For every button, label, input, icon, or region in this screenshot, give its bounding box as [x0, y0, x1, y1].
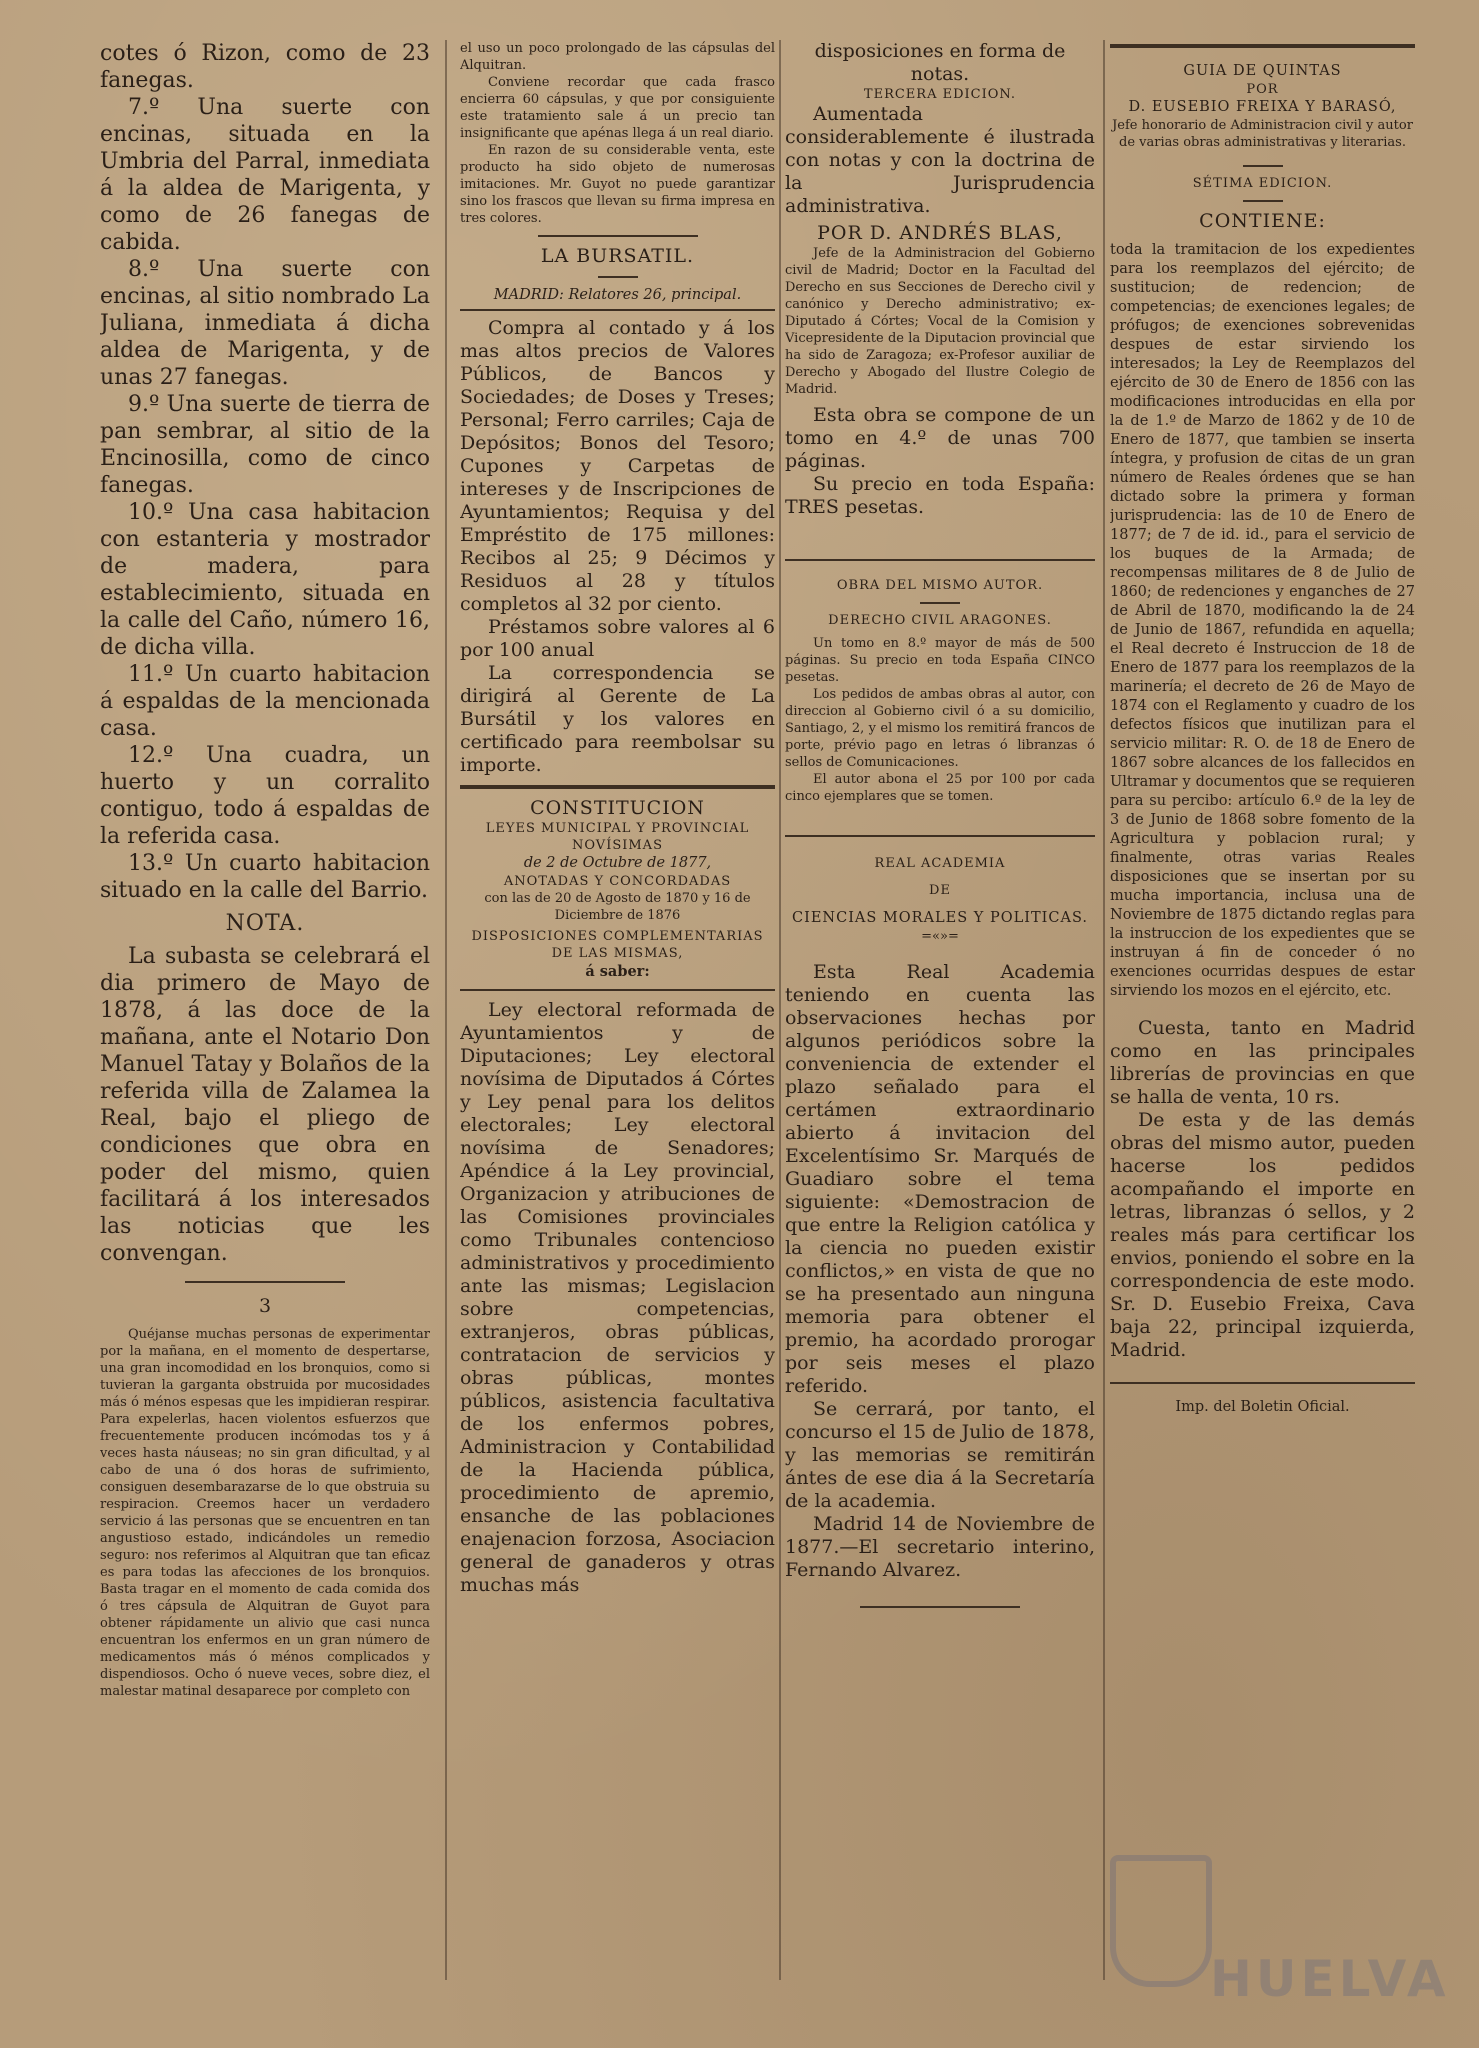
constitucion-subtitle: LEYES MUNICIPAL Y PROVINCIAL: [485, 821, 750, 836]
separator: [1243, 200, 1283, 202]
nota-text: La subasta se celebrará el dia primero de Mayo de 1878, á las doce de la mañana, ante el Notario Don Manuel Tatay y Bolaños de la referida villa de Zalamea la Real, bajo el pliego de condiciones que obra en poder del mismo, quien facilitará á los interesados las noticias que les convengan.: [100, 944, 430, 1266]
work-info: Esta obra se compone de un tomo en 4.º de unas 700 páginas.: [785, 404, 1095, 472]
bursatil-address: MADRID: Relatores 26, principal.: [493, 287, 742, 303]
academia-title: CIENCIAS MORALES Y POLITICAS.: [792, 910, 1088, 926]
separator: [920, 602, 960, 604]
guia-por: POR: [1246, 82, 1279, 97]
imprint: Imp. del Boletin Oficial.: [1175, 1399, 1350, 1415]
constitucion-subtitle: á saber:: [585, 963, 650, 980]
ad-continuation: el uso un poco prolongado de las cápsulas del Alquitran.: [460, 41, 775, 73]
lot-item: 11.º Un cuarto habitacion á espaldas de la mencionada casa.: [100, 662, 430, 741]
column-divider: [779, 40, 781, 1980]
obra-title: OBRA DEL MISMO AUTOR.: [836, 578, 1044, 593]
lot-item: 10.º Una casa habitacion con estanteria y mostrador de madera, para establecimiento, situada en la calle del Caño, número 16, de dicha villa.: [100, 500, 430, 660]
section-number: 3: [258, 1295, 272, 1317]
guia-edition: SÉTIMA EDICION.: [1192, 176, 1333, 191]
nota-heading: NOTA.: [225, 911, 305, 936]
ornament: =«»=: [921, 929, 959, 944]
lot-item: 7.º Una suerte con encinas, situada en la Umbria del Parral, inmediata á la aldea de Marigenta, y como de 26 fanegas de cabida.: [100, 95, 430, 255]
constitucion-subtitle: DISPOSICIONES COMPLEMENTARIAS: [471, 929, 764, 944]
academia-title: REAL ACADEMIA: [874, 856, 1006, 871]
guia-contiene: CONTIENE:: [1199, 210, 1326, 232]
separator: [538, 235, 698, 237]
column-3: [785, 40, 1095, 2000]
constitucion-date: de 2 de Octubre de 1877,: [523, 855, 712, 871]
edition-text: Aumentada considerablemente é ilustrada con notas y con la doctrina de la Jurisprudencia administrativa.: [785, 103, 1095, 217]
separator: [1110, 44, 1415, 48]
continuation-text: disposiciones en forma de notas.: [814, 40, 1066, 85]
ad-paragraph: Conviene recordar que cada frasco encierra 60 cápsulas, y que por consiguiente este tratamiento sale á un precio tan insignificante que apénas llega á un real diario.: [460, 75, 775, 141]
derecho-title: DERECHO CIVIL ARAGONES.: [828, 613, 1052, 628]
separator: [460, 785, 775, 789]
column-1: [100, 40, 430, 2000]
academia-text: Esta Real Academia teniendo en cuenta las observaciones hechas por algunos periódicos sobre la conveniencia de extender el plazo señalado para el certámen extraordinario abierto á invitacion del Excelentísimo Sr. Marqués de Guadiaro sobre el tema siguiente: «Demostracion de que entre la Religion católica y la ciencia no pueden existir conflictos,» en vista de que no se ha presentado aun ninguna memoria para obtener el premio, ha acordado prorogar por seis meses el plazo referido.: [785, 961, 1095, 1397]
lot-item: 8.º Una suerte con encinas, al sitio nombrado La Juliana, inmediata á dicha aldea de Marigenta, y de unas 27 fanegas.: [100, 257, 430, 390]
author-line: POR D. ANDRÉS BLAS,: [817, 222, 1063, 244]
academia-title: DE: [929, 883, 951, 898]
edition-label: TERCERA EDICION.: [863, 87, 1017, 102]
separator: [785, 559, 1095, 561]
work-info: Su precio en toda España: TRES pesetas.: [785, 473, 1095, 518]
academia-text: Se cerrará, por tanto, el concurso el 15 de Julio de 1878, y las memorias se remitirán ántes de ese dia á la Secretaría de la academia.: [785, 1398, 1095, 1512]
lot-item: cotes ó Rizon, como de 23 fanegas.: [100, 41, 430, 93]
bursatil-title: LA BURSATIL.: [540, 245, 695, 267]
derecho-text: Los pedidos de ambas obras al autor, con direccion al Gobierno civil ó a su domicilio, Santiago, 2, y el mismo los remitirá francos de porte, prévio pago en letras ó libranzas ó sellos de Comunicaciones.: [785, 687, 1095, 770]
column-2: [460, 40, 775, 2000]
lot-item: 9.º Una suerte de tierra de pan sembrar, al sitio de la Encinosilla, como de cinco fanegas.: [100, 392, 430, 498]
column-divider: [1103, 40, 1105, 1980]
guia-author: D. EUSEBIO FREIXA Y BARASÓ,: [1128, 99, 1397, 115]
guia-title: GUIA DE QUINTAS: [1183, 63, 1342, 79]
separator: [460, 989, 775, 991]
archive-watermark: [1090, 1855, 1450, 2025]
separator: [598, 276, 638, 278]
separator: [460, 309, 775, 311]
watermark-text: HUELVA: [1210, 1950, 1450, 2008]
bursatil-text: La correspondencia se dirigirá al Gerente de La Bursátil y los valores en certificado para reembolsar su importe.: [460, 662, 775, 776]
separator: [1110, 1382, 1415, 1384]
crest-icon: [1110, 1855, 1212, 1987]
author-bio: Jefe de la Administracion del Gobierno civil de Madrid; Doctor en la Facultad del Derecho en sus Secciones de Derecho civil y canónico y Derecho administrativo; ex-Diputado á Córtes; Vocal de la Comision y Vicepresidente de la Diputacion provincial que ha sido de Zaragoza; ex-Profesor auxiliar de Derecho y Abogado del Ilustre Colegio de Madrid.: [785, 246, 1095, 397]
bursatil-text: Compra al contado y á los mas altos precios de Valores Públicos, de Bancos y Sociedades; de Doses y Treses; Personal; Ferro carriles; Caja de Depósitos; Bonos del Tesoro; Cupones y Carpetas de intereses y de Inscripciones de Ayuntamientos; Requisa y del Empréstito de 175 millones: Recibos al 25; 9 Décimos y Residuos al 28 y títulos completos al 32 por ciento.: [460, 317, 775, 615]
lot-list: [100, 40, 430, 904]
constitucion-subtitle: ANOTADAS Y CONCORDADAS: [503, 874, 732, 889]
column-4: [1110, 40, 1415, 2000]
guia-sale-text: De esta y de las demás obras del mismo autor, pueden hacerse los pedidos acompañando el importe en letras, libranzas ó sellos, y 2 reales más para certificar los envios, poniendo el sobre en la correspondencia de este modo. Sr. D. Eusebio Freixa, Cava baja 22, principal izquierda, Madrid.: [1110, 1109, 1415, 1361]
separator: [860, 1606, 1020, 1608]
bursatil-text: Préstamos sobre valores al 6 por 100 anual: [460, 616, 775, 661]
guia-author-bio: Jefe honorario de Administracion civil y autor de varias obras administrativas y literarias.: [1112, 118, 1413, 150]
academia-text: Madrid 14 de Noviembre de 1877.—El secretario interino, Fernando Alvarez.: [785, 1513, 1095, 1581]
constitucion-subtitle: DE LAS MISMAS,: [551, 946, 684, 961]
derecho-text: El autor abona el 25 por 100 por cada cinco ejemplares que se tomen.: [785, 772, 1095, 804]
column-divider: [445, 40, 447, 1980]
lot-item: 13.º Un cuarto habitacion situado en la calle del Barrio.: [100, 851, 430, 903]
separator: [1243, 165, 1283, 167]
separator: [785, 835, 1095, 837]
lot-item: 12.º Una cuadra, un huerto y un corralito contiguo, todo á espaldas de la referida casa.: [100, 743, 430, 849]
constitucion-body: Ley electoral reformada de Ayuntamientos y de Diputaciones; Ley electoral novísima de Diputados á Córtes y Ley penal para los delitos electorales; Ley electoral novísima de Senadores; Apéndice á la Ley provincial, Organizacion y atribuciones de las Comisiones provinciales como Tribunales contencioso administrativos y procedimiento ante las mismas; Legislacion sobre competencias, extranjeros, obras públicas, contratacion de servicios y obras públicas, montes públicos, asistencia facultativa de los enfermos pobres, Administracion y Contabilidad de la Hacienda pública, procedimiento de apremio, ensanche de las poblaciones enajenacion forzosa, Asociacion general de ganaderos y otras muchas más: [460, 999, 775, 1596]
guia-sale-text: Cuesta, tanto en Madrid como en las principales librerías de provincias en que se halla de venta, 10 rs.: [1110, 1017, 1415, 1108]
separator: [185, 1281, 345, 1283]
constitucion-title: CONSTITUCION: [530, 797, 705, 819]
constitucion-subtitle: NOVÍSIMAS: [572, 838, 663, 853]
derecho-text: Un tomo en 8.º mayor de más de 500 páginas. Su precio en toda España CINCO pesetas.: [785, 636, 1095, 685]
constitucion-subtitle: con las de 20 de Agosto de 1870 y 16 de Diciembre de 1876: [484, 891, 751, 923]
guia-contents: toda la tramitacion de los expedientes para los reemplazos del ejército; de sustitucion; de redencion; de competencias; de exenciones legales; de prófugos; de exenciones sobrevenidas despues de estar sirviendo los interesados; la Ley de Reemplazos del ejército de 30 de Enero de 1856 con las modificaciones introducidas en ella por la de 1.º de Marzo de 1862 y de 10 de Enero de 1877, que tambien se inserta íntegra, y profusion de citas de un gran número de Reales órdenes que se han dictado sobre la primera y forman jurisprudencia: las de 10 de Enero de 1877; de 7 de id. id., para el servicio de los buques de la Armada; de recompensas militares de 8 de Julio de 1860; de redenciones y enganches de 27 de Abril de 1870, modificando la de 24 de Junio de 1867, refundida en aquella; el Real decreto é Instruccion de 18 de Enero de 1877 para los reemplazos de la marinería; el decreto de 26 de Mayo de 1874 con el Reglamento y cuadro de los defectos físicos que inutilizan para el servicio militar: R. O. de 18 de Enero de 1867 sobre alcances de los fallecidos en Ultramar y documentos que se requieren para su percibo: artículo 6.º de la ley de 3 de Junio de 1868 sobre fomento de la Agricultura y poblacion rural; y finalmente, otras varias Reales disposiciones que se insertan por su mucha importancia, inclusa una de Noviembre de 1875 dictando reglas para la instruccion de los expedientes que se instruyan á fin de conceder ó no exenciones ocurridas despues de estar sirviendo los mozos en el ejército, etc.: [1110, 242, 1415, 999]
alquitran-ad-text: Quéjanse muchas personas de experimentar por la mañana, en el momento de despertarse, una gran incomodidad en los bronquios, como si tuvieran la garganta obstruida por mucosidades más ó ménos espesas que les impidieran respirar. Para expelerlas, hacen violentos esfuerzos que frecuentemente producen incómodas tos y á veces hasta náuseas; no sin gran dificultad, y al cabo de una ó dos horas de sufrimiento, consiguen desembarazarse de lo que obstruia su respiracion. Creemos hacer un verdadero servicio á las personas que se encuentren en tan angustioso estado, indicándoles un remedio seguro: nos referimos al Alquitran que tan eficaz es para todas las afecciones de los bronquios. Basta tragar en el momento de cada comida dos ó tres cápsula de Alquitran de Guyot para obtener rápidamente un alivio que casi nunca encuentran los enfermos en un gran número de medicamentos más ó ménos complicados y dispendiosos. Ocho ó nueve veces, sobre diez, el malestar matinal desaparece por completo con: [100, 1327, 430, 1699]
ad-paragraph: En razon de su considerable venta, este producto ha sido objeto de numerosas imitaciones. Mr. Guyot no puede garantizar sino los frascos que llevan su firma impresa en tres colores.: [460, 143, 775, 226]
